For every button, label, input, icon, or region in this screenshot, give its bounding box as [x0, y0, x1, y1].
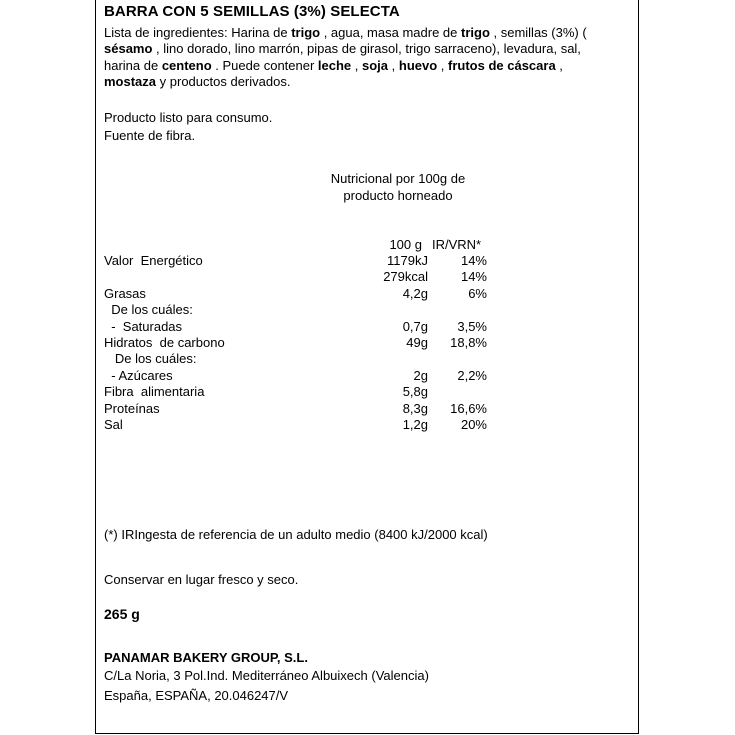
- ingredients-text: ,: [437, 57, 449, 73]
- value-ir: 2,2%: [457, 368, 487, 383]
- value-per-100g: 5,8g: [402, 384, 428, 399]
- ingredients-text: Lista de ingredientes: Harina de: [104, 25, 292, 40]
- ingredients-text: ,: [555, 57, 563, 73]
- value-per-100g: 1179kJ: [387, 253, 428, 268]
- nutrition-row: [104, 302, 504, 318]
- ingredients-list: [104, 25, 609, 91]
- nutrition-row: [104, 269, 504, 285]
- nutrient-label: - Azúcares: [104, 368, 173, 383]
- value-per-100g: 8,3g: [402, 401, 428, 416]
- nutrient-label: De los cuáles:: [104, 302, 193, 317]
- ingredients-text: , semillas (3%) (: [489, 25, 587, 40]
- nutrition-row: [104, 368, 504, 384]
- nutrition-row: [104, 335, 504, 351]
- value-per-100g: 2g: [413, 368, 428, 383]
- allergen-text: leche: [317, 57, 352, 73]
- nutrient-label: - Saturadas: [104, 319, 183, 334]
- ingredients-text: , agua, masa madre de: [320, 25, 461, 40]
- value-ir: 14%: [460, 269, 487, 284]
- nutrient-label: Hidratos de carbono: [104, 335, 225, 350]
- value-ir: 3,5%: [457, 319, 487, 334]
- company-country-code: España, ESPAÑA, 20.046247/V: [104, 688, 289, 703]
- nutrition-header-line1: Nutricional por 100g de: [330, 171, 466, 186]
- nutrition-col-ir: IR/VRN*: [432, 237, 482, 252]
- nutrition-row: [104, 417, 504, 433]
- footnote: (*) IRIngesta de referencia de un adulto medio (8400 kJ/2000 kcal): [104, 527, 488, 542]
- value-ir: 6%: [468, 286, 487, 301]
- nutrient-label: Proteínas: [104, 401, 160, 416]
- nutrient-label: De los cuáles:: [104, 351, 197, 366]
- nutrition-row: [104, 401, 504, 417]
- allergen-text: sésamo: [104, 41, 153, 57]
- product-title: BARRA CON 5 SEMILLAS (3%) SELECTA: [104, 3, 400, 20]
- allergen-text: huevo: [398, 57, 438, 73]
- value-ir: 14%: [460, 253, 487, 268]
- nutrition-row: [104, 286, 504, 302]
- nutrient-label: Fibra alimentaria: [104, 384, 205, 399]
- value-per-100g: 279kcal: [383, 269, 428, 284]
- company-address: C/La Noria, 3 Pol.Ind. Mediterráneo Albuixech (Valencia): [104, 668, 429, 683]
- value-per-100g: 0,7g: [402, 319, 428, 334]
- note-ready: Producto listo para consumo.: [104, 110, 273, 125]
- nutrition-row: [104, 253, 504, 269]
- allergen-text: frutos de cáscara: [448, 57, 556, 73]
- ingredients-text: ,: [388, 57, 399, 73]
- net-weight: 265 g: [104, 606, 140, 622]
- value-per-100g: 4,2g: [402, 286, 428, 301]
- value-per-100g: 1,2g: [402, 417, 428, 432]
- ingredients-text: y productos derivados.: [156, 74, 291, 90]
- value-ir: 16,6%: [450, 401, 487, 416]
- nutrition-row: [104, 384, 504, 400]
- allergen-text: centeno: [161, 57, 212, 73]
- storage-instructions: Conservar en lugar fresco y seco.: [104, 572, 299, 587]
- allergen-text: soja: [362, 57, 389, 73]
- ingredients-text: . Puede contener: [211, 57, 318, 73]
- ingredients-text: ,: [351, 57, 363, 73]
- note-fiber: Fuente de fibra.: [104, 128, 196, 143]
- value-ir: 18,8%: [450, 335, 487, 350]
- value-ir: 20%: [460, 417, 487, 432]
- company-name: PANAMAR BAKERY GROUP, S.L.: [104, 650, 308, 665]
- allergen-text: trigo: [461, 25, 490, 40]
- nutrition-row: [104, 351, 504, 367]
- allergen-text: trigo: [291, 25, 321, 40]
- nutrient-label: Sal: [104, 417, 123, 432]
- nutrition-col-100g: 100 g: [389, 237, 422, 252]
- nutrition-header-line2: producto horneado: [343, 188, 453, 203]
- nutrient-label: Grasas: [104, 286, 146, 301]
- nutrient-label: Valor Energético: [104, 253, 203, 268]
- allergen-text: mostaza: [104, 74, 157, 90]
- nutrition-row: [104, 319, 504, 335]
- value-per-100g: 49g: [406, 335, 428, 350]
- ingredients-text: , lino dorado, lino marrón, pipas de girasol, trigo sarraceno), levadura, sal, harina de: [104, 41, 581, 73]
